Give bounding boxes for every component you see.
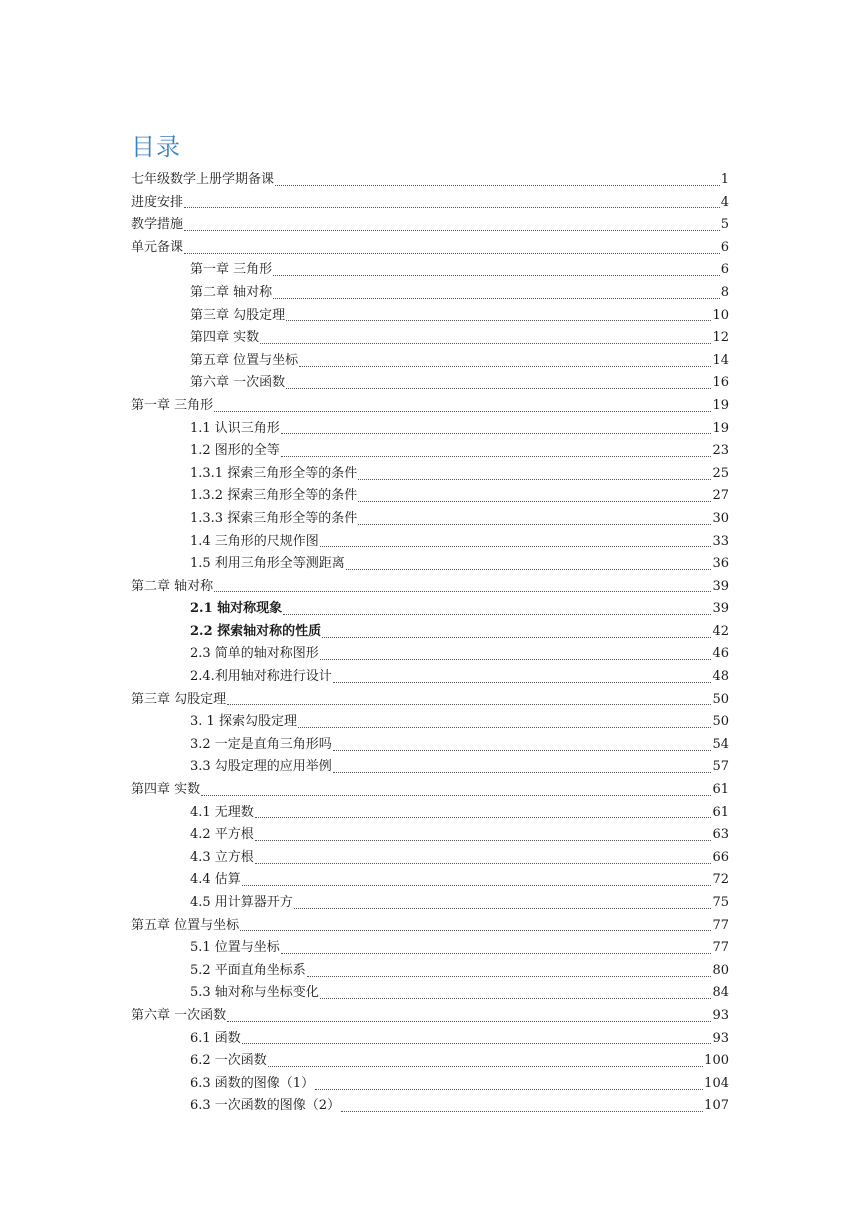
toc-entry-label: 4.5 用计算器开方	[190, 895, 293, 910]
toc-entry-page: 6	[720, 239, 729, 255]
toc-entry-label: 3.3 勾股定理的应用举例	[190, 759, 332, 775]
toc-entry-label: 4.2 平方根	[190, 827, 254, 843]
toc-entry[interactable]	[131, 327, 729, 350]
toc-entry-page: 10	[712, 307, 729, 323]
toc-entry-label: 第四章 实数	[131, 782, 201, 798]
dot-leader	[315, 1089, 703, 1090]
dot-leader	[184, 253, 720, 254]
toc-entry[interactable]	[131, 802, 729, 825]
dot-leader	[333, 682, 712, 683]
toc-entry-page: 14	[712, 352, 729, 368]
dot-leader	[273, 275, 720, 276]
toc-entry-label: 3.2 一定是直角三角形吗	[190, 736, 332, 752]
dot-leader	[358, 524, 711, 525]
toc-entry[interactable]	[131, 395, 729, 418]
dot-leader	[255, 840, 712, 841]
toc-entry-label: 第五章 位置与坐标	[131, 917, 240, 933]
toc-entry-label: 3. 1 探索勾股定理	[190, 714, 297, 730]
toc-entry[interactable]	[131, 418, 729, 441]
dot-leader	[320, 659, 712, 660]
toc-entry-label: 2.4.利用轴对称进行设计	[190, 669, 332, 685]
toc-entry-page: 8	[720, 284, 729, 300]
dot-leader	[294, 908, 712, 909]
toc-entry[interactable]	[131, 734, 729, 757]
dot-leader	[333, 750, 712, 751]
toc-entry-page: 1	[720, 172, 729, 187]
toc-entry-label: 教学措施	[131, 217, 184, 233]
dot-leader	[268, 1066, 703, 1067]
toc-entry[interactable]	[131, 237, 729, 260]
toc-entry-page: 77	[712, 917, 729, 933]
toc-entry[interactable]	[131, 531, 729, 554]
toc-entry-page: 107	[704, 1098, 729, 1114]
toc-entry-label: 6.2 一次函数	[190, 1053, 267, 1069]
toc-entry-page: 25	[712, 465, 729, 481]
table-of-contents	[131, 169, 729, 1118]
dot-leader	[286, 320, 711, 321]
dot-leader	[242, 1043, 712, 1044]
toc-entry-label: 6.1 函数	[190, 1030, 241, 1046]
toc-entry-page: 57	[712, 759, 729, 775]
toc-entry[interactable]	[131, 169, 729, 192]
dot-leader	[255, 863, 712, 864]
toc-entry-page: 50	[712, 691, 729, 707]
dot-leader	[240, 930, 711, 931]
toc-entry-page: 39	[712, 578, 729, 594]
toc-entry-page: 72	[712, 872, 729, 888]
toc-entry-label: 2.3 简单的轴对称图形	[190, 646, 319, 662]
toc-entry-page: 19	[712, 397, 729, 413]
toc-entry-page: 27	[712, 488, 729, 504]
toc-entry-page: 61	[712, 782, 729, 798]
dot-leader	[201, 795, 711, 796]
dot-leader	[281, 433, 712, 434]
toc-entry[interactable]	[131, 1005, 729, 1028]
toc-entry-page: 12	[712, 330, 729, 346]
dot-leader	[286, 388, 711, 389]
toc-entry[interactable]	[131, 214, 729, 237]
toc-entry-label: 第六章 一次函数	[190, 375, 286, 391]
toc-entry-page: 6	[720, 262, 729, 278]
toc-entry-page: 61	[712, 804, 729, 820]
dot-leader	[184, 207, 720, 208]
dot-leader	[214, 411, 711, 412]
dot-leader	[299, 366, 711, 367]
dot-leader	[214, 591, 711, 592]
toc-entry[interactable]	[131, 192, 729, 215]
toc-entry-label: 1.1 认识三角形	[190, 420, 280, 436]
toc-entry-page: 16	[712, 375, 729, 391]
dot-leader	[333, 772, 712, 773]
toc-entry-page: 46	[712, 646, 729, 662]
toc-entry-page: 50	[712, 714, 729, 730]
toc-entry[interactable]	[131, 1028, 729, 1051]
toc-entry-label: 4.3 立方根	[190, 849, 254, 865]
toc-entry-label: 1.3.2 探索三角形全等的条件	[190, 488, 358, 504]
dot-leader	[283, 614, 711, 615]
toc-entry[interactable]	[131, 643, 729, 666]
toc-entry-page: 19	[712, 420, 729, 436]
toc-entry-page: 48	[712, 669, 729, 685]
toc-entry[interactable]	[131, 485, 729, 508]
toc-entry[interactable]	[131, 666, 729, 689]
dot-leader	[260, 343, 711, 344]
toc-entry-page: 93	[712, 1030, 729, 1046]
toc-entry-page: 33	[712, 533, 729, 549]
toc-entry[interactable]	[131, 463, 729, 486]
dot-leader	[320, 546, 712, 547]
toc-entry[interactable]	[131, 847, 729, 870]
dot-leader	[358, 479, 711, 480]
toc-entry-label: 第六章 一次函数	[131, 1007, 227, 1023]
toc-entry[interactable]	[131, 892, 729, 915]
toc-entry-label: 七年级数学上册学期备课	[131, 172, 275, 187]
toc-entry-label: 1.3.1 探索三角形全等的条件	[190, 465, 358, 481]
toc-entry[interactable]	[131, 937, 729, 960]
toc-entry-page: 23	[712, 443, 729, 459]
toc-entry[interactable]	[131, 824, 729, 847]
toc-entry-label: 第二章 轴对称	[131, 578, 214, 594]
toc-entry[interactable]	[131, 440, 729, 463]
toc-entry-label: 1.3.3 探索三角形全等的条件	[190, 510, 358, 526]
toc-title: 目录	[131, 133, 181, 161]
toc-entry[interactable]	[131, 711, 729, 734]
toc-entry-label: 4.1 无理数	[190, 804, 254, 820]
toc-entry[interactable]	[131, 869, 729, 892]
toc-entry[interactable]	[131, 1073, 729, 1096]
toc-entry-label: 4.4 估算	[190, 872, 241, 888]
toc-entry-label: 1.4 三角形的尺规作图	[190, 533, 319, 549]
toc-entry-page: 100	[704, 1053, 729, 1069]
toc-entry-label: 第三章 勾股定理	[190, 307, 286, 323]
toc-entry[interactable]	[131, 960, 729, 983]
toc-entry-label: 第一章 三角形	[190, 262, 273, 278]
toc-entry-label: 第二章 轴对称	[190, 284, 273, 300]
toc-entry[interactable]	[131, 576, 729, 599]
toc-entry-page: 93	[712, 1007, 729, 1023]
toc-entry[interactable]	[131, 282, 729, 305]
dot-leader	[184, 230, 720, 231]
dot-leader	[281, 953, 712, 954]
dot-leader	[298, 727, 712, 728]
toc-entry-label: 第一章 三角形	[131, 397, 214, 413]
toc-entry-label: 2.1 轴对称现象	[190, 601, 283, 617]
toc-entry-page: 42	[712, 623, 729, 639]
toc-entry[interactable]	[131, 621, 729, 644]
dot-leader	[341, 1111, 703, 1112]
toc-entry[interactable]	[131, 553, 729, 576]
toc-entry-label: 5.1 位置与坐标	[190, 940, 280, 956]
toc-entry-label: 1.2 图形的全等	[190, 443, 280, 459]
toc-entry[interactable]	[131, 779, 729, 802]
toc-entry-page: 84	[712, 985, 729, 1001]
dot-leader	[281, 456, 712, 457]
toc-entry[interactable]	[131, 756, 729, 779]
toc-entry[interactable]	[131, 259, 729, 282]
toc-entry[interactable]	[131, 1050, 729, 1073]
toc-entry-label: 第三章 勾股定理	[131, 691, 227, 707]
toc-entry-label: 6.3 一次函数的图像（2）	[190, 1098, 341, 1114]
toc-entry-label: 5.3 轴对称与坐标变化	[190, 985, 319, 1001]
dot-leader	[273, 298, 720, 299]
toc-entry-page: 39	[712, 601, 729, 617]
dot-leader	[242, 885, 712, 886]
toc-entry[interactable]	[131, 598, 729, 621]
toc-entry-page: 30	[712, 510, 729, 526]
toc-entry[interactable]	[131, 372, 729, 395]
toc-entry-label: 第四章 实数	[190, 330, 260, 346]
toc-entry-page: 54	[712, 736, 729, 752]
toc-entry-label: 第五章 位置与坐标	[190, 352, 299, 368]
toc-entry-page: 66	[712, 849, 729, 865]
toc-entry[interactable]	[131, 689, 729, 712]
dot-leader	[307, 976, 712, 977]
toc-entry-page: 75	[712, 895, 729, 910]
toc-entry-page: 104	[704, 1075, 729, 1091]
toc-entry-label: 6.3 函数的图像（1）	[190, 1075, 315, 1091]
toc-entry-page: 36	[712, 556, 729, 572]
toc-entry-page: 63	[712, 827, 729, 843]
toc-entry-page: 5	[720, 217, 729, 233]
dot-leader	[358, 501, 711, 502]
dot-leader	[320, 998, 712, 999]
toc-entry[interactable]	[131, 915, 729, 938]
dot-leader	[255, 817, 712, 818]
dot-leader	[346, 569, 712, 570]
toc-entry[interactable]	[131, 305, 729, 328]
dot-leader	[322, 637, 711, 638]
toc-entry-page: 77	[712, 940, 729, 956]
toc-entry-label: 5.2 平面直角坐标系	[190, 962, 306, 978]
toc-entry[interactable]	[131, 1095, 729, 1118]
toc-entry[interactable]	[131, 508, 729, 531]
toc-entry[interactable]	[131, 350, 729, 373]
toc-entry-page: 80	[712, 962, 729, 978]
toc-entry-label: 单元备课	[131, 239, 184, 255]
toc-entry-page: 4	[720, 194, 729, 210]
dot-leader	[227, 1021, 711, 1022]
toc-entry-label: 进度安排	[131, 194, 184, 210]
dot-leader	[275, 185, 720, 186]
dot-leader	[227, 704, 711, 705]
toc-entry-label: 1.5 利用三角形全等测距离	[190, 556, 345, 572]
toc-entry-label: 2.2 探索轴对称的性质	[190, 623, 322, 639]
toc-entry[interactable]	[131, 982, 729, 1005]
